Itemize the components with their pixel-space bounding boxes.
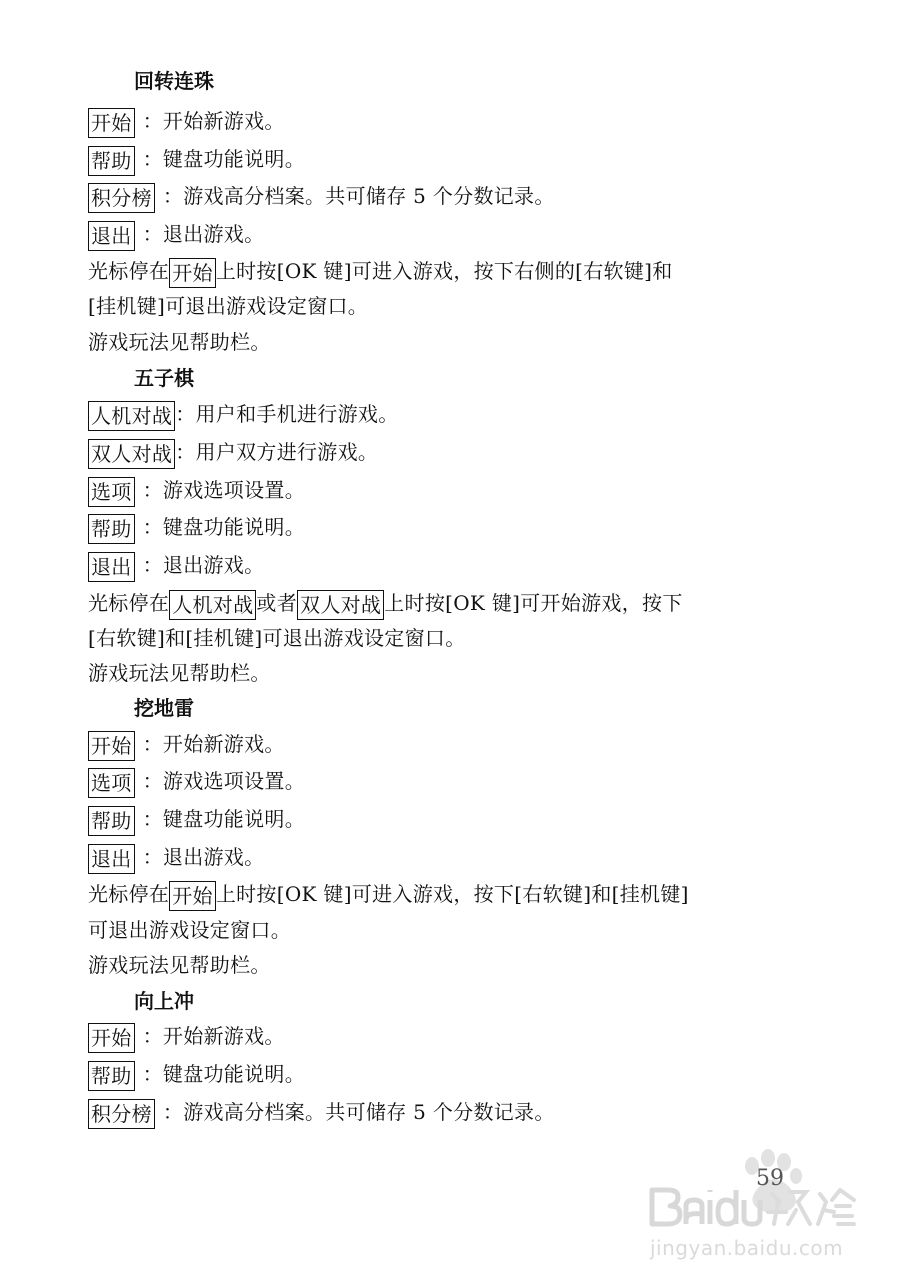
menu-key-box: 开始 [88, 108, 135, 138]
menu-item [88, 1096, 555, 1128]
menu-item-desc: ：键盘功能说明。 [142, 515, 306, 539]
menu-key-box: 开始 [169, 881, 216, 911]
menu-item-desc: ：游戏高分档案。共可储存 5 个分数记录。 [162, 184, 555, 208]
menu-key-box: 帮助 [88, 514, 135, 544]
menu-item-desc: ：键盘功能说明。 [142, 147, 306, 171]
menu-key-box: 帮助 [88, 806, 135, 836]
section-title: 回转连珠 [134, 69, 214, 93]
menu-item [88, 436, 378, 468]
menu-item [88, 549, 264, 581]
paragraph-line [88, 878, 689, 910]
menu-key-box: 帮助 [88, 146, 135, 176]
menu-item-desc: ：用户和手机进行游戏。 [175, 402, 399, 426]
menu-item-desc: ：退出游戏。 [142, 845, 265, 869]
menu-key-box: 退出 [88, 844, 135, 874]
section-title: 五子棋 [134, 366, 194, 390]
menu-item-desc: ：键盘功能说明。 [142, 807, 306, 831]
menu-key-box: 开始 [169, 258, 216, 288]
paragraph-line: 游戏玩法见帮助栏。 [88, 953, 271, 977]
paragraph-line: [右软键]和[挂机键]可退出游戏设定窗口。 [88, 626, 466, 650]
section-title: 向上冲 [134, 989, 194, 1013]
paragraph-text: 上时按[OK 键]可开始游戏，按下 [384, 591, 683, 615]
menu-key-box: 人机对战 [88, 401, 175, 431]
menu-item-desc: ：键盘功能说明。 [142, 1062, 306, 1086]
menu-key-box: 选项 [88, 768, 135, 798]
menu-item-desc: ：用户双方进行游戏。 [175, 440, 379, 464]
menu-item-desc: ：开始新游戏。 [142, 1024, 285, 1048]
paragraph-text: 或者 [256, 591, 298, 615]
watermark-url: jingyan.baidu.com [650, 1236, 844, 1260]
menu-item [88, 474, 305, 506]
menu-key-box: 帮助 [88, 1061, 135, 1091]
menu-item [88, 803, 305, 835]
menu-item-desc: ：游戏高分档案。共可储存 5 个分数记录。 [162, 1100, 555, 1124]
menu-item [88, 1058, 305, 1090]
menu-key-box: 双人对战 [297, 590, 384, 620]
menu-key-box: 选项 [88, 477, 135, 507]
paragraph-line: 游戏玩法见帮助栏。 [88, 661, 271, 685]
menu-item-desc: ：退出游戏。 [142, 222, 265, 246]
menu-item [88, 511, 305, 543]
menu-item-desc: ：游戏选项设置。 [142, 769, 306, 793]
section-title: 挖地雷 [134, 696, 194, 720]
page-number: 59 [756, 1166, 784, 1191]
menu-item [88, 1020, 285, 1052]
paragraph-text: 光标停在 [88, 882, 170, 906]
menu-item [88, 765, 305, 797]
paragraph-text: 光标停在 [88, 259, 170, 283]
paragraph-text: 上时按[OK 键]可进入游戏，按下右侧的[右软键]和 [215, 259, 673, 283]
paragraph-line: 游戏玩法见帮助栏。 [88, 330, 271, 354]
menu-item-desc: ：游戏选项设置。 [142, 478, 306, 502]
menu-key-box: 积分榜 [88, 1099, 155, 1129]
paragraph-text: 上时按[OK 键]可进入游戏，按下[右软键]和[挂机键] [215, 882, 689, 906]
menu-item [88, 398, 399, 430]
paragraph-line [88, 587, 683, 619]
menu-key-box: 人机对战 [169, 590, 256, 620]
menu-item [88, 180, 555, 212]
menu-key-box: 开始 [88, 731, 135, 761]
menu-item [88, 728, 285, 760]
menu-key-box: 退出 [88, 552, 135, 582]
menu-item-desc: ：开始新游戏。 [142, 732, 285, 756]
menu-item [88, 218, 264, 250]
menu-key-box: 双人对战 [88, 439, 175, 469]
menu-item [88, 143, 305, 175]
menu-item [88, 841, 264, 873]
paragraph-text: 光标停在 [88, 591, 170, 615]
menu-item-desc: ：退出游戏。 [142, 553, 265, 577]
menu-item-desc: ：开始新游戏。 [142, 109, 285, 133]
paragraph-line: [挂机键]可退出游戏设定窗口。 [88, 294, 369, 318]
menu-item [88, 105, 285, 137]
paragraph-line [88, 255, 673, 287]
menu-key-box: 开始 [88, 1023, 135, 1053]
menu-key-box: 积分榜 [88, 183, 155, 213]
paragraph-line: 可退出游戏设定窗口。 [88, 918, 291, 942]
menu-key-box: 退出 [88, 221, 135, 251]
